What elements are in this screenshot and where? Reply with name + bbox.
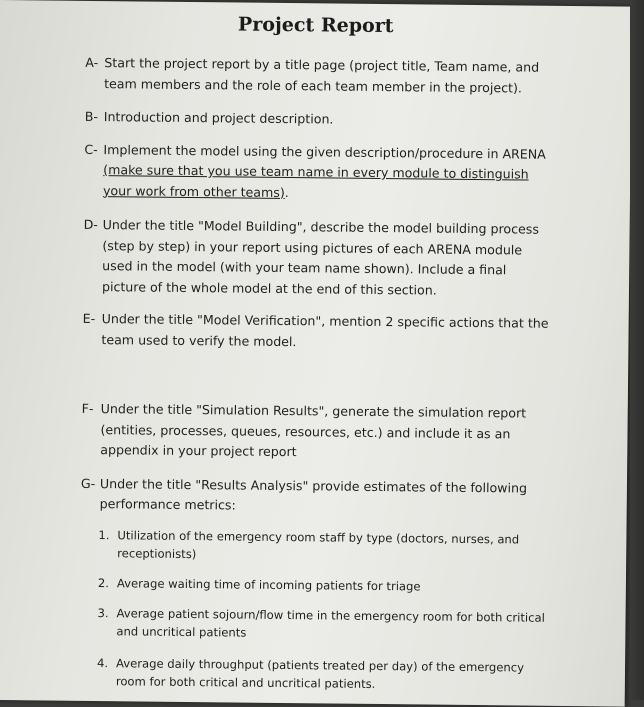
metric-item (79, 653, 549, 694)
metric-number: 3. (97, 605, 109, 620)
item-a (85, 53, 555, 99)
item-label: B- (84, 108, 99, 125)
metric-number: 2. (97, 575, 110, 590)
item-text: Introduction and project description. (103, 109, 334, 127)
item-b (85, 107, 555, 132)
item-text: Under the title "Results Analysis" provide estimates of the following performance metrics: (99, 475, 528, 513)
item-label: G- (80, 475, 96, 491)
item-text: Under the title "Model Verification", mention 2 specific actions that the team used to verify the model. (101, 311, 549, 349)
item-label: F- (81, 400, 94, 417)
item-text-underlined: (make sure that you use team name in every module to distinguish your work from other teams) (102, 162, 529, 200)
item-e (82, 309, 552, 355)
page-title: Project Report (237, 13, 394, 38)
background-edge (630, 0, 644, 700)
item-label: E- (82, 310, 96, 327)
item-g (81, 473, 551, 519)
item-text: Under the title "Simulation Results", generate the simulation report (entities, processes, queues, resources, etc.) and include it as an appendix in your project report (100, 401, 527, 460)
metric-number: 1. (98, 527, 110, 542)
metric-item (80, 573, 550, 596)
metric-text: Average daily throughput (patients treated per day) of the emergency room for both critical and uncritical patients. (115, 655, 525, 691)
item-label: A- (85, 54, 99, 71)
item-label: D- (83, 216, 98, 233)
item-c (84, 139, 555, 205)
metric-number: 4. (96, 655, 109, 670)
item-text: Under the title "Model Building", describe the model building process (step by step) in your report using pictures of each ARENA module used in the model (with your team name shown). Include a final picture of the whole model at the end of this section. (101, 217, 540, 298)
item-d (83, 215, 554, 302)
item-f (81, 399, 552, 465)
metric-text: Average patient sojourn/flow time in the emergency room for both critical and uncritical patients (116, 605, 545, 640)
item-label: C- (84, 141, 98, 157)
item-text: Start the project report by a title page (project title, Team name, and team members and the role of each team member in the project). (104, 55, 540, 95)
document-body (79, 53, 556, 694)
metric-item (80, 525, 550, 566)
item-text-end: . (284, 184, 289, 200)
metric-text: Utilization of the emergency room staff by type (doctors, nurses, and receptionists) (117, 527, 520, 561)
metric-item (79, 603, 549, 644)
item-text: Implement the model using the given description/procedure in ARENA (103, 141, 546, 162)
metric-text: Average waiting time of incoming patients for triage (116, 575, 421, 593)
